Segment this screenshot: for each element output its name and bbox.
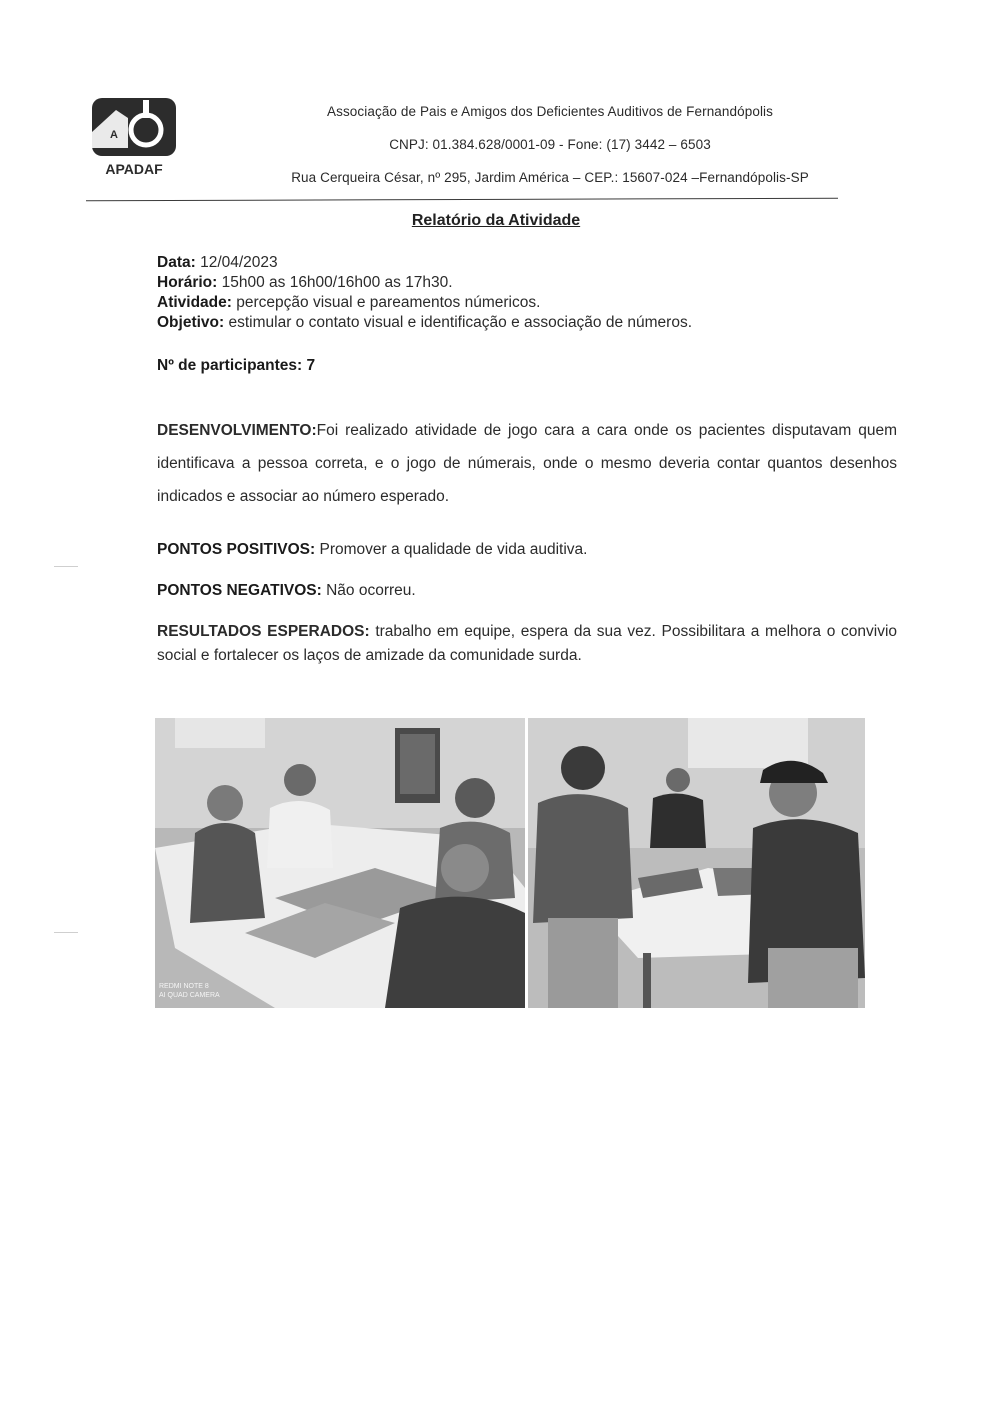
- objective-line: [157, 314, 692, 332]
- report-title: Relatório da Atividade: [411, 212, 581, 229]
- results-paragraph: [157, 620, 897, 668]
- apadaf-logo: [88, 96, 180, 178]
- negatives-line: [157, 582, 416, 600]
- time-value: 15h00 as 16h00/16h00 as 17h30.: [221, 274, 453, 291]
- svg-text:A: A: [110, 129, 118, 141]
- results-text: trabalho em equipe, espera da sua vez. Possibilitara a melhora o convivio social e fortalecer os laços de amizade da comunidade surda.: [157, 623, 898, 664]
- objective-value: estimular o contato visual e identificação e associação de números.: [228, 314, 693, 331]
- activity-photo-left: [155, 718, 525, 1008]
- cnpj-phone: CNPJ: 01.384.628/0001-09 - Fone: (17) 3442 – 6503: [389, 137, 711, 152]
- objective-label: Objetivo:: [157, 314, 225, 331]
- time-label: Horário:: [157, 274, 218, 291]
- camera-watermark-line1: REDMI NOTE 8: [159, 983, 209, 990]
- scan-mark: [54, 932, 78, 933]
- address: Rua Cerqueira César, nº 295, Jardim América – CEP.: 15607-024 –Fernandópolis-SP: [291, 170, 809, 185]
- positives-label: PONTOS POSITIVOS:: [157, 541, 316, 558]
- participants-line: [157, 357, 315, 375]
- time-line: [157, 274, 453, 292]
- organization-name: Associação de Pais e Amigos dos Deficientes Auditivos de Fernandópolis: [327, 104, 773, 119]
- development-label: DESENVOLVIMENTO:: [157, 422, 317, 439]
- header-divider: [86, 198, 838, 202]
- activity-label: Atividade:: [157, 294, 232, 311]
- date-line: [157, 254, 278, 272]
- negatives-text: Não ocorreu.: [326, 582, 416, 599]
- activity-value: percepção visual e pareamentos númericos.: [236, 294, 541, 311]
- date-value: 12/04/2023: [200, 254, 278, 271]
- development-paragraph: [157, 414, 897, 513]
- camera-watermark-line2: AI QUAD CAMERA: [159, 992, 220, 999]
- scan-mark: [54, 566, 78, 567]
- date-label: Data:: [157, 254, 196, 271]
- participants-value: 7: [306, 357, 316, 374]
- positives-line: [157, 541, 587, 559]
- positives-text: Promover a qualidade de vida auditiva.: [319, 541, 588, 558]
- negatives-label: PONTOS NEGATIVOS:: [157, 582, 322, 599]
- participants-label: Nº de participantes:: [157, 357, 303, 374]
- activity-line: [157, 294, 540, 312]
- results-label: RESULTADOS ESPERADOS:: [157, 623, 370, 640]
- development-text: Foi realizado atividade de jogo cara a cara onde os pacientes disputavam quem identificava a pessoa correta, e o jogo de númerais, onde o mesmo deveria contar quantos desenhos indicados e associar ao número esperado.: [157, 422, 897, 505]
- activity-photo-right: [528, 718, 865, 1008]
- logo-text: APADAF: [105, 161, 163, 177]
- camera-watermark: [159, 982, 220, 1000]
